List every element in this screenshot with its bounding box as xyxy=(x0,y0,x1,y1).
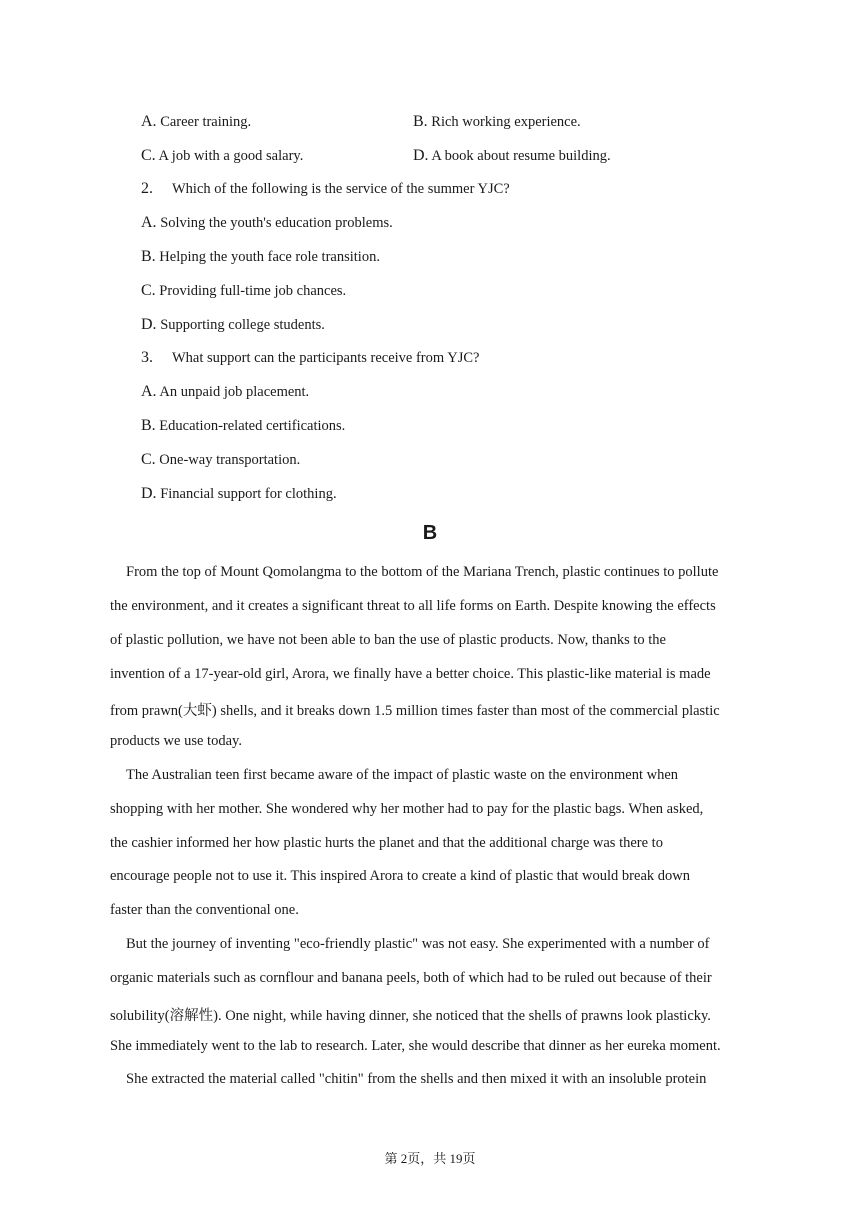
q2-option-d: D. Supporting college students. xyxy=(141,316,325,333)
question-2 xyxy=(141,180,510,198)
q2-option-c: C. Providing full-time job chances. xyxy=(141,282,347,299)
passage-line: From the top of Mount Qomolangma to the bottom of the Mariana Trench, plastic continues to pollute xyxy=(126,564,719,580)
passage-line: She extracted the material called "chitin" from the shells and then mixed it with an insoluble protein xyxy=(126,1071,707,1087)
q1-option-c: C. A job with a good salary. xyxy=(141,147,304,164)
q1-option-b: B. Rich working experience. xyxy=(413,113,581,130)
q3-option-d: D. Financial support for clothing. xyxy=(141,485,337,502)
passage-line: faster than the conventional one. xyxy=(110,902,299,918)
q1-option-a: A. Career training. xyxy=(141,113,252,130)
q2-option-b: B. Helping the youth face role transition. xyxy=(141,248,380,265)
question-number: 3. xyxy=(141,349,153,366)
passage-line: She immediately went to the lab to research. Later, she would describe that dinner as her eureka moment. xyxy=(110,1038,721,1054)
q1-option-d: D. A book about resume building. xyxy=(413,147,611,164)
passage-line: the cashier informed her how plastic hurts the planet and that the additional charge was there to xyxy=(110,835,663,851)
passage-line: shopping with her mother. She wondered why her mother had to pay for the plastic bags. When asked, xyxy=(110,801,704,817)
passage-line: encourage people not to use it. This inspired Arora to create a kind of plastic that would break down xyxy=(110,868,690,884)
passage-line: products we use today. xyxy=(110,733,242,749)
q3-option-b: B. Education-related certifications. xyxy=(141,417,346,434)
passage-line: from prawn(大虾) shells, and it breaks down 1.5 million times faster than most of the commercial plastic xyxy=(110,703,720,719)
q1-options-row-2 xyxy=(141,147,611,165)
q3-option-a: A. An unpaid job placement. xyxy=(141,383,310,400)
q2-option-a: A. Solving the youth's education problems. xyxy=(141,214,393,231)
passage-line: organic materials such as cornflour and banana peels, both of which had to be ruled out because of their xyxy=(110,970,712,986)
question-text: Which of the following is the service of the summer YJC? xyxy=(172,181,510,197)
passage-line: The Australian teen first became aware of the impact of plastic waste on the environment when xyxy=(126,767,679,783)
question-number: 2. xyxy=(141,180,153,197)
section-title: B xyxy=(422,522,438,544)
passage-line: the environment, and it creates a significant threat to all life forms on Earth. Despite knowing the effects xyxy=(110,598,716,614)
question-text: What support can the participants receive from YJC? xyxy=(172,350,480,366)
q1-options-row-1 xyxy=(141,113,581,131)
passage-line: But the journey of inventing "eco-friendly plastic" was not easy. She experimented with a number of xyxy=(126,936,710,952)
passage-line: solubility(溶解性). One night, while having dinner, she noticed that the shells of prawns look plasticky. xyxy=(110,1008,711,1024)
passage-line: invention of a 17-year-old girl, Arora, we finally have a better choice. This plastic-like material is made xyxy=(110,666,711,682)
passage-line: of plastic pollution, we have not been able to ban the use of plastic products. Now, thanks to the xyxy=(110,632,666,648)
question-3 xyxy=(141,349,479,367)
q3-option-c: C. One-way transportation. xyxy=(141,451,301,468)
page-footer: 第 2页，共 19页 xyxy=(384,1151,476,1166)
